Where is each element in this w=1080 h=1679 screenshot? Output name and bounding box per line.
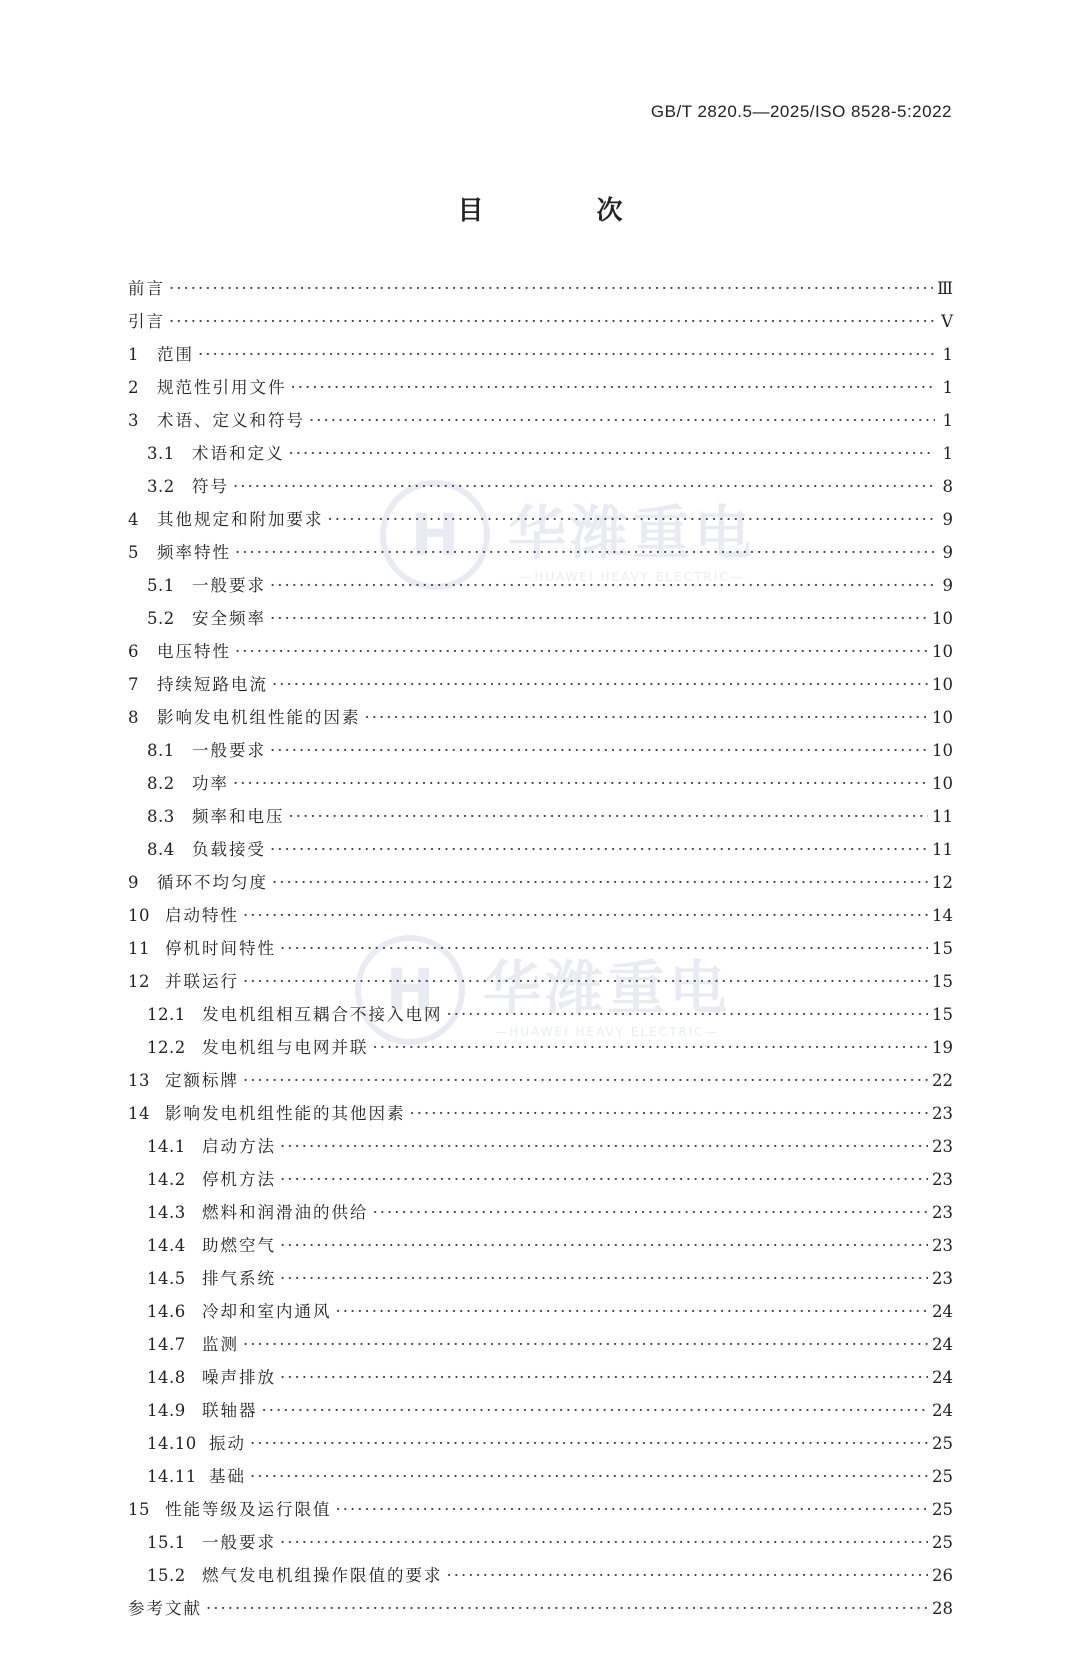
toc-entry[interactable]	[128, 741, 953, 774]
toc-entry-number: 10	[128, 906, 150, 925]
toc-entry-label: 一般要求	[192, 576, 266, 595]
toc-entry[interactable]	[128, 444, 953, 477]
toc-entry-number: 5.2	[147, 609, 175, 628]
toc-entry-number: 6	[128, 642, 139, 661]
toc-entry-label: 负载接受	[192, 840, 266, 859]
toc-entry-page: 1	[942, 345, 953, 364]
toc-leader-dots	[291, 378, 936, 398]
toc-entry[interactable]	[128, 1335, 953, 1368]
toc-entry-label: 停机时间特性	[165, 939, 276, 958]
toc-entry[interactable]	[128, 378, 953, 411]
toc-entry[interactable]	[128, 939, 953, 972]
toc-entry[interactable]	[128, 345, 953, 378]
toc-entry-number: 14.5	[147, 1269, 186, 1288]
toc-leader-dots	[280, 939, 928, 959]
toc-entry-number: 8.1	[147, 741, 175, 760]
toc-entry-label: 排气系统	[202, 1269, 276, 1288]
toc-leader-dots	[280, 1170, 928, 1190]
toc-entry-number: 2	[128, 378, 139, 397]
toc-entry-label: 循环不均匀度	[157, 873, 268, 892]
toc-entry-page: 1	[942, 378, 953, 397]
toc-entry-number: 14.10	[147, 1434, 197, 1453]
toc-entry-page: 22	[932, 1071, 953, 1090]
watermark-text: 华潍重电	[508, 499, 757, 567]
toc-entry-label: 术语和定义	[192, 444, 285, 463]
toc-entry-label: 持续短路电流	[157, 675, 268, 694]
toc-leader-dots	[280, 1236, 928, 1256]
toc-entry[interactable]	[128, 1401, 953, 1434]
toc-entry-page: 10	[932, 741, 953, 760]
toc-entry-page: 15	[932, 972, 953, 991]
toc-entry-page: 23	[932, 1269, 953, 1288]
toc-leader-dots	[235, 642, 928, 662]
toc-entry-number: 8.3	[147, 807, 175, 826]
toc-leader-dots	[328, 510, 936, 530]
toc-leader-dots	[198, 345, 935, 365]
toc-entry-page: 24	[932, 1302, 953, 1321]
watermark-logo-icon: H	[380, 480, 490, 590]
toc-entry-page: 23	[932, 1137, 953, 1156]
toc-entry[interactable]	[128, 1500, 953, 1533]
toc-entry[interactable]	[128, 1038, 953, 1071]
toc-leader-dots	[280, 1137, 928, 1157]
toc-entry-page: Ⅴ	[941, 312, 953, 331]
toc-leader-dots	[243, 972, 928, 992]
toc-entry-label: 符号	[192, 477, 229, 496]
toc-entry-page: 15	[932, 939, 953, 958]
toc-leader-dots	[233, 477, 935, 497]
toc-entry-label: 发电机组与电网并联	[202, 1038, 369, 1057]
toc-entry-number: 8	[128, 708, 139, 727]
toc-entry-label: 范围	[157, 345, 194, 364]
toc-leader-dots	[336, 1302, 929, 1322]
toc-entry-page: 12	[932, 873, 953, 892]
toc-entry-label: 助燃空气	[202, 1236, 276, 1255]
toc-entry[interactable]	[128, 972, 953, 1005]
toc-entry-page: 1	[942, 444, 953, 463]
toc-entry-page: 25	[932, 1467, 953, 1486]
toc-leader-dots	[206, 1599, 928, 1619]
toc-entry-label: 前言	[128, 279, 165, 298]
toc-entry-page: 10	[932, 609, 953, 628]
toc-leader-dots	[270, 609, 928, 629]
toc-entry-label: 启动方法	[202, 1137, 276, 1156]
toc-entry[interactable]	[128, 1434, 953, 1467]
toc-leader-dots	[280, 1269, 928, 1289]
toc-entry[interactable]	[128, 642, 953, 675]
toc-entry-page: 10	[932, 708, 953, 727]
toc-leader-dots	[270, 741, 928, 761]
toc-entry-page: 10	[932, 642, 953, 661]
toc-entry-page: 19	[932, 1038, 953, 1057]
toc-leader-dots	[270, 576, 935, 596]
toc-entry-label: 影响发电机组性能的因素	[157, 708, 361, 727]
toc-entry-label: 燃气发电机组操作限值的要求	[202, 1566, 443, 1585]
toc-entry-number: 14.9	[147, 1401, 186, 1420]
toc-entry-label: 冷却和室内通风	[202, 1302, 332, 1321]
toc-leader-dots	[410, 1104, 929, 1124]
toc-entry-number: 5	[128, 543, 139, 562]
toc-entry[interactable]	[128, 1599, 953, 1632]
toc-entry[interactable]	[128, 1467, 953, 1500]
toc-entry-page: 23	[932, 1236, 953, 1255]
toc-entry-page: 23	[932, 1203, 953, 1222]
toc-entry-number: 3	[128, 411, 139, 430]
watermark-text: 华潍重电	[483, 954, 732, 1022]
toc-leader-dots	[233, 774, 928, 794]
toc-entry-label: 电压特性	[157, 642, 231, 661]
toc-entry-label: 规范性引用文件	[157, 378, 287, 397]
toc-leader-dots	[373, 1038, 929, 1058]
toc-entry[interactable]	[128, 609, 953, 642]
toc-entry-page: 26	[932, 1566, 953, 1585]
toc-entry-label: 并联运行	[165, 972, 239, 991]
toc-entry-number: 13	[128, 1071, 150, 1090]
toc-entry-number: 3.2	[147, 477, 175, 496]
toc-leader-dots	[169, 279, 933, 299]
toc-entry[interactable]	[128, 1104, 953, 1137]
toc-entry[interactable]	[128, 543, 953, 576]
toc-entry[interactable]	[128, 576, 953, 609]
toc-entry-page: Ⅲ	[937, 279, 953, 298]
toc-entry[interactable]	[128, 1533, 953, 1566]
toc-entry[interactable]	[128, 477, 953, 510]
toc-entry-number: 14.8	[147, 1368, 186, 1387]
toc-entry-page: 25	[932, 1500, 953, 1519]
toc-entry-label: 燃料和润滑油的供给	[202, 1203, 369, 1222]
toc-leader-dots	[280, 1533, 928, 1553]
toc-entry-number: 15.2	[147, 1566, 186, 1585]
toc-leader-dots	[250, 1434, 928, 1454]
toc-entry[interactable]	[128, 1566, 953, 1599]
toc-entry-label: 其他规定和附加要求	[157, 510, 324, 529]
toc-entry[interactable]	[128, 1137, 953, 1170]
toc-entry-page: 10	[932, 774, 953, 793]
toc-entry-label: 影响发电机组性能的其他因素	[165, 1104, 406, 1123]
toc-entry-page: 28	[932, 1599, 953, 1618]
toc-entry-label: 性能等级及运行限值	[165, 1500, 332, 1519]
toc-entry-page: 23	[932, 1104, 953, 1123]
toc-leader-dots	[280, 1368, 928, 1388]
toc-entry-number: 7	[128, 675, 139, 694]
toc-entry-page: 23	[932, 1170, 953, 1189]
toc-entry[interactable]	[128, 873, 953, 906]
toc-entry-page: 11	[932, 840, 953, 859]
toc-entry[interactable]	[128, 807, 953, 840]
toc-entry-page: 25	[932, 1434, 953, 1453]
toc-entry[interactable]	[128, 1302, 953, 1335]
toc-entry[interactable]	[128, 774, 953, 807]
toc-entry[interactable]	[128, 1203, 953, 1236]
toc-entry-number: 9	[128, 873, 139, 892]
watermark-subtext: —HUAWEI HEAVY ELECTRIC—	[495, 1025, 719, 1039]
toc-entry-page: 9	[942, 576, 953, 595]
toc-entry[interactable]	[128, 1170, 953, 1203]
standard-code-header: GB/T 2820.5—2025/ISO 8528-5:2022	[650, 102, 952, 121]
toc-entry-label: 参考文献	[128, 1599, 202, 1618]
toc-entry-label: 功率	[192, 774, 229, 793]
toc-entry[interactable]	[128, 906, 953, 939]
toc-entry-label: 启动特性	[165, 906, 239, 925]
toc-leader-dots	[336, 1500, 929, 1520]
toc-entry-label: 定额标牌	[165, 1071, 239, 1090]
toc-entry-number: 8.2	[147, 774, 175, 793]
toc-entry-label: 术语、定义和符号	[157, 411, 305, 430]
table-of-contents	[128, 279, 953, 1632]
toc-entry-page: 14	[932, 906, 953, 925]
toc-entry-number: 14.4	[147, 1236, 186, 1255]
toc-entry-page: 8	[942, 477, 953, 496]
toc-entry-number: 12.2	[147, 1038, 186, 1057]
toc-leader-dots	[243, 1071, 928, 1091]
toc-leader-dots	[373, 1203, 929, 1223]
toc-leader-dots	[272, 873, 928, 893]
toc-entry[interactable]	[128, 411, 953, 444]
toc-entry-number: 14.11	[147, 1467, 197, 1486]
toc-entry-number: 1	[128, 345, 139, 364]
toc-entry-number: 12	[128, 972, 150, 991]
toc-entry-page: 10	[932, 675, 953, 694]
toc-entry[interactable]	[128, 510, 953, 543]
toc-entry-number: 12.1	[147, 1005, 186, 1024]
toc-entry-page: 24	[932, 1401, 953, 1420]
toc-entry-number: 14.7	[147, 1335, 186, 1354]
toc-entry-label: 停机方法	[202, 1170, 276, 1189]
toc-entry-number: 15	[128, 1500, 150, 1519]
toc-entry-page: 15	[932, 1005, 953, 1024]
toc-entry-label: 频率特性	[157, 543, 231, 562]
toc-entry-label: 监测	[202, 1335, 239, 1354]
toc-entry-page: 9	[942, 543, 953, 562]
toc-entry[interactable]	[128, 279, 953, 312]
toc-leader-dots	[289, 444, 936, 464]
toc-entry-label: 一般要求	[192, 741, 266, 760]
toc-entry-number: 14.3	[147, 1203, 186, 1222]
toc-entry-page: 9	[942, 510, 953, 529]
toc-entry[interactable]	[128, 312, 953, 345]
toc-entry-number: 11	[128, 939, 150, 958]
toc-entry-page: 24	[932, 1335, 953, 1354]
toc-leader-dots	[243, 906, 928, 926]
watermark-logo-icon: H	[355, 935, 465, 1045]
toc-entry-label: 噪声排放	[202, 1368, 276, 1387]
toc-leader-dots	[289, 807, 929, 827]
toc-leader-dots	[272, 675, 928, 695]
toc-entry[interactable]	[128, 1071, 953, 1104]
toc-entry-label: 频率和电压	[192, 807, 285, 826]
toc-entry-label: 联轴器	[202, 1401, 258, 1420]
toc-entry-label: 安全频率	[192, 609, 266, 628]
watermark-subtext: —HUAWEI HEAVY ELECTRIC—	[520, 570, 744, 584]
toc-entry-label: 振动	[209, 1434, 246, 1453]
toc-entry-number: 15.1	[147, 1533, 186, 1552]
toc-entry-label: 一般要求	[202, 1533, 276, 1552]
toc-entry[interactable]	[128, 1269, 953, 1302]
toc-entry-number: 5.1	[147, 576, 175, 595]
toc-entry-page: 1	[942, 411, 953, 430]
toc-entry[interactable]	[128, 708, 953, 741]
toc-entry-page: 25	[932, 1533, 953, 1552]
toc-leader-dots	[250, 1467, 928, 1487]
toc-leader-dots	[270, 840, 928, 860]
toc-entry-number: 8.4	[147, 840, 175, 859]
toc-leader-dots	[447, 1566, 929, 1586]
page-title: 目 次	[457, 196, 675, 226]
toc-leader-dots	[447, 1005, 929, 1025]
toc-entry-number: 14	[128, 1104, 150, 1123]
toc-entry[interactable]	[128, 1236, 953, 1269]
toc-entry-number: 3.1	[147, 444, 175, 463]
toc-entry[interactable]	[128, 840, 953, 873]
toc-entry[interactable]	[128, 1368, 953, 1401]
toc-entry-label: 引言	[128, 312, 165, 331]
toc-entry-number: 14.6	[147, 1302, 186, 1321]
toc-leader-dots	[169, 312, 935, 332]
toc-entry[interactable]	[128, 1005, 953, 1038]
toc-entry-page: 24	[932, 1368, 953, 1387]
toc-leader-dots	[309, 411, 935, 431]
toc-entry-number: 14.1	[147, 1137, 186, 1156]
toc-entry-label: 发电机组相互耦合不接入电网	[202, 1005, 443, 1024]
toc-leader-dots	[262, 1401, 929, 1421]
toc-entry-number: 14.2	[147, 1170, 186, 1189]
toc-entry[interactable]	[128, 675, 953, 708]
toc-entry-label: 基础	[209, 1467, 246, 1486]
toc-entry-page: 11	[932, 807, 953, 826]
toc-leader-dots	[235, 543, 935, 563]
toc-entry-number: 4	[128, 510, 139, 529]
toc-leader-dots	[243, 1335, 928, 1355]
toc-leader-dots	[365, 708, 929, 728]
